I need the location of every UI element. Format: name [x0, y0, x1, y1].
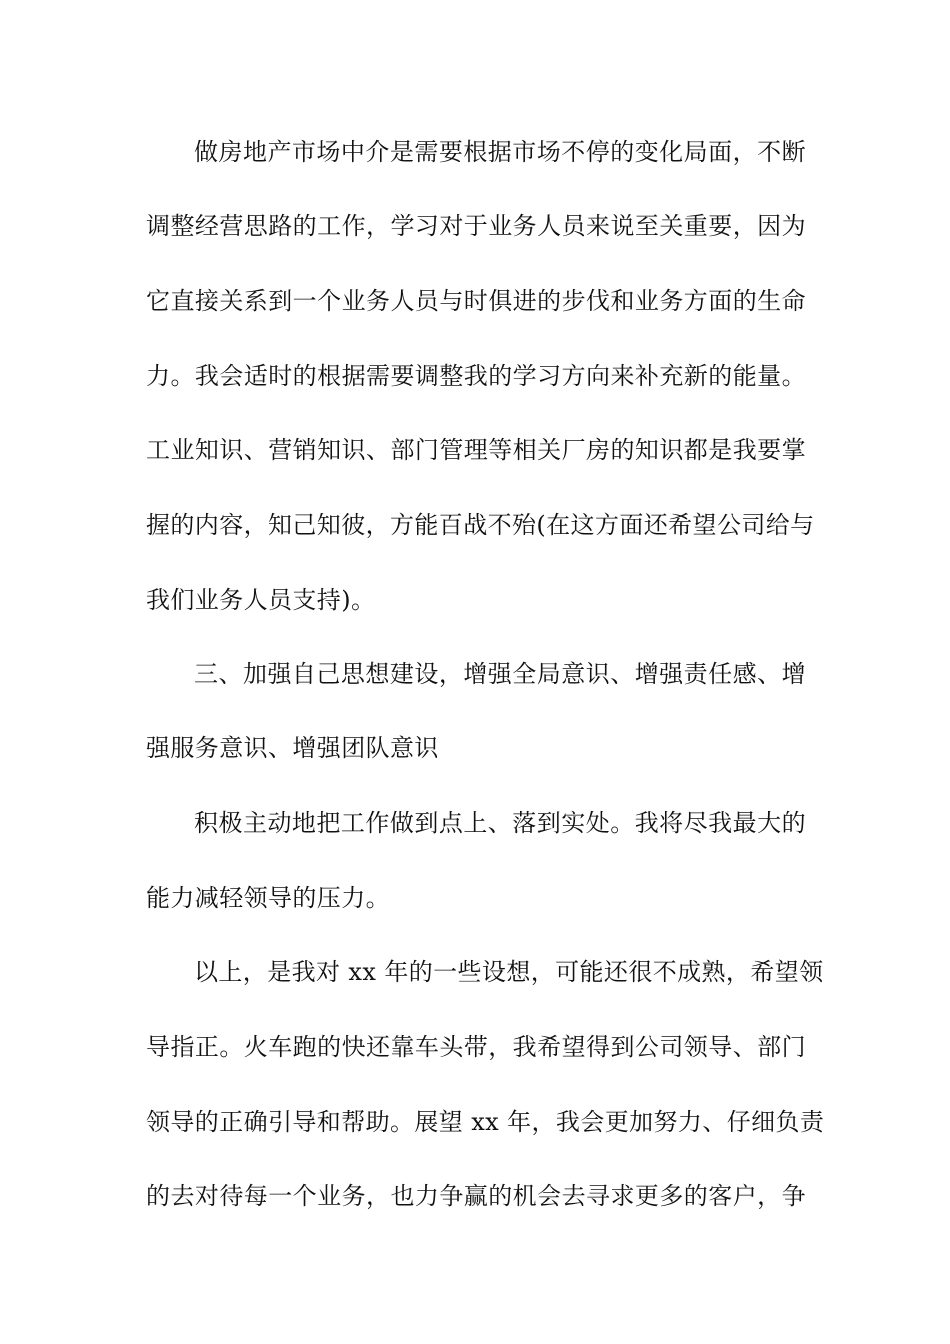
section-heading-line: 强服务意识、增强团队意识 [146, 734, 439, 762]
paragraph-line: 领导的正确引导和帮助。展望 xx 年，我会更加努力、仔细负责 [146, 1108, 825, 1136]
paragraph-line: 导指正。火车跑的快还靠车头带，我希望得到公司领导、部门 [146, 1033, 806, 1061]
paragraph-line: 调整经营思路的工作，学习对于业务人员来说至关重要，因为 [146, 212, 806, 240]
paragraph-line: 它直接关系到一个业务人员与时俱进的步伐和业务方面的生命 [146, 287, 806, 315]
paragraph-line: 握的内容，知己知彼，方能百战不殆(在这方面还希望公司给与 [146, 511, 815, 539]
paragraph-line: 我们业务人员支持)。 [146, 586, 376, 614]
paragraph-line: 工业知识、营销知识、部门管理等相关厂房的知识都是我要掌 [146, 436, 806, 464]
paragraph-line: 做房地产市场中介是需要根据市场不停的变化局面，不断 [194, 138, 806, 166]
paragraph-line: 积极主动地把工作做到点上、落到实处。我将尽我最大的 [194, 809, 806, 837]
section-heading-line: 三、加强自己思想建设，增强全局意识、增强责任感、增 [194, 660, 806, 688]
paragraph-line: 以上，是我对 xx 年的一些设想，可能还很不成熟，希望领 [194, 958, 824, 986]
paragraph-line: 的去对待每一个业务，也力争赢的机会去寻求更多的客户，争 [146, 1182, 806, 1210]
paragraph-line: 力。我会适时的根据需要调整我的学习方向来补充新的能量。 [146, 362, 806, 390]
paragraph-line: 能力减轻领导的压力。 [146, 884, 390, 912]
